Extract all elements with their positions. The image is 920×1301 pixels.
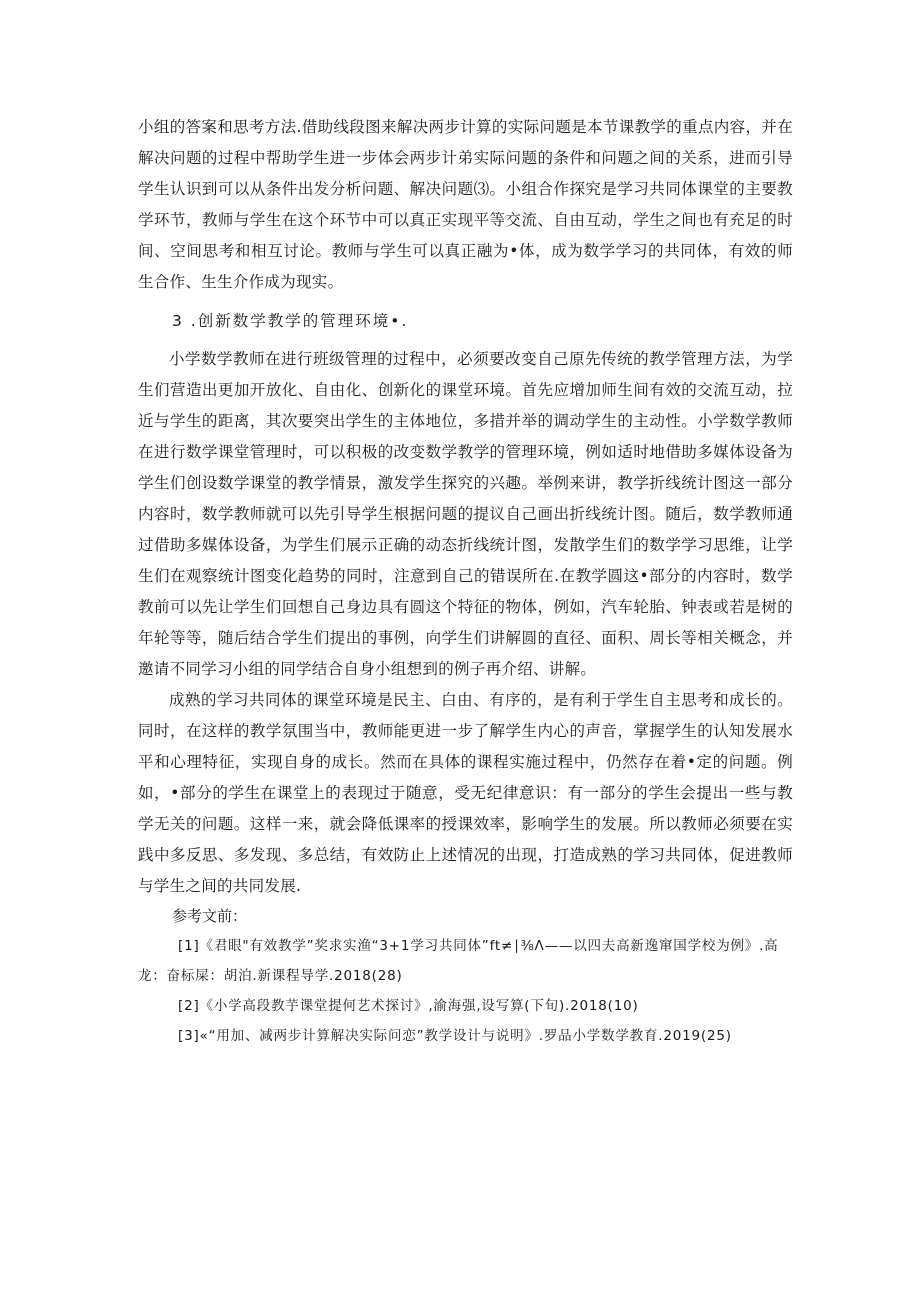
reference-item: [3]«“用加、减两步计算解决实际问恋”教学设计与说明》.罗品小学数学教育.2019(25) xyxy=(178,1028,732,1044)
body-paragraph-3: 成熟的学习共同体的课堂环境是民主、白由、有序的，是有利于学生自主思考和成长的。同时，在这样的教学氛围当中，教师能更进一步了解学生内心的声音，掌握学生的认知发展水平和心理特征，实现自身的成长。然而在具体的课程实施过程中，仍然存在着•定的问题。例如，•部分的学生在课堂上的表现过于随意，受无纪律意识：有一部分的学生会提出一些与教学无关的问题。这样一来，就会降低课率的授课效率，影响学生的发展。所以教师必须要在实践中多反思、多发现、多总结，有效防止上述情况的出现，打造成熟的学习共同体，促进教师与学生之间的共同发展. xyxy=(138,691,793,895)
body-paragraph-1: 小组的答案和思考方法.借助线段图来解决两步计算的实际问题是本节课教学的重点内容，并在解决问题的过程中帮助学生进一步体会两步计弟实际问题的条件和问题之间的关系，进而引导学生认识到可以从条件出发分析问题、解决问题⑶。小组合作探究是学习共同体课堂的主要教学环节，教师与学生在这个环节中可以真正实现平等交流、自由互动，学生之间也有充足的时间、空间思考和相互讨论。教师与学生可以真正融为•体，成为数学学习的共同体，有效的师生合作、生生介作成为现实。 xyxy=(138,118,793,291)
reference-item: [2]《小学高段教芋课堂提何艺术探讨》,渝海强,设写算(下旬).2018(10) xyxy=(178,998,639,1014)
reference-list xyxy=(138,931,793,1051)
document-page xyxy=(138,112,793,1051)
references-title: 参考文前： xyxy=(172,907,248,925)
section-heading-3: 3 .创新数学教学的管理环境•. xyxy=(172,312,409,330)
reference-item: [1]《君眼"有效教学”奖求实渔“3+1学习共同体”ft≠∣⅜Λ——以四夫高新逸窜国学校为例》.高龙：奋标屎：胡泊.新课程导学.2018(28) xyxy=(138,938,779,984)
body-paragraph-2: 小学数学教师在进行班级管理的过程中，必须要改变自己原先传统的教学管理方法，为学生们营造出更加开放化、自由化、创新化的课堂环境。首先应增加师生间有效的交流互动，拉近与学生的距离，其次要突出学生的主体地位，多措并举的调动学生的主动性。小学数学教师在进行数学课堂管理时，可以积极的改变数学教学的管理环境，例如适时地借助多媒体设备为学生们创设数学课堂的教学情景，激发学生探究的兴趣。举例来讲，教学折线统计图这一部分内容时，数学教师就可以先引导学生根据问题的提议自己画出折线统计图。随后，数学教师通过借助多媒体设备，为学生们展示正确的动态折线统计图，发散学生们的数学学习思维，让学生们在观察统计图变化趋势的同时，注意到自己的错误所在.在教学圆这•部分的内容时，数学教前可以先让学生们回想自己身边具有圆这个特征的物体，例如，汽车轮胎、钟表或若是树的年轮等等，随后结合学生们提出的事例，向学生们讲解圆的直径、面积、周长等相关概念，并邀请不同学习小组的同学结合自身小组想到的例子再介绍、讲解。 xyxy=(138,350,793,678)
